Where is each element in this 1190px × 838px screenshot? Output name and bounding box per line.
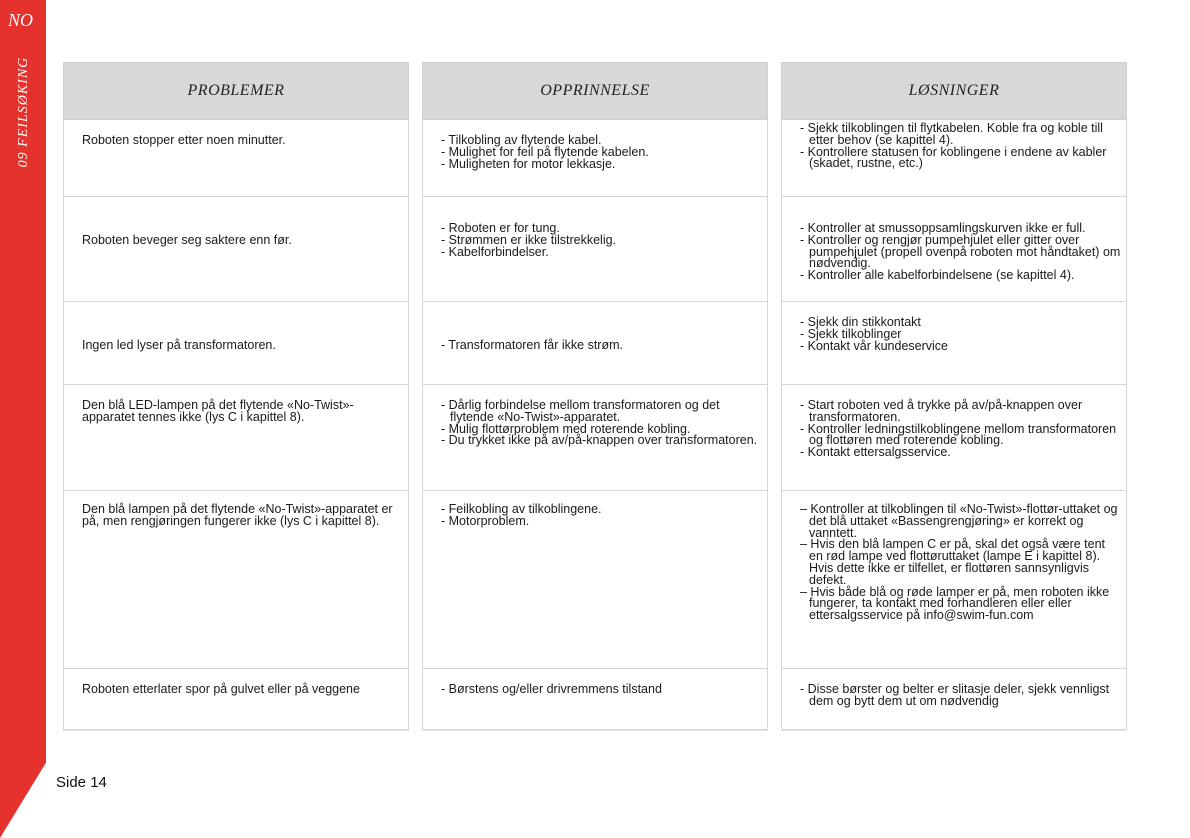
solution-cell [781, 120, 1127, 197]
list-item: - Sjekk din stikkontakt [800, 315, 921, 329]
list-item: - Disse børster og belter er slitasje deler, sjekk vennligst dem og bytt dem ut om nødvendig [800, 682, 1110, 708]
list-item: - Motorproblem. [441, 513, 530, 528]
list-item: - Tilkobling av flytende kabel. [441, 133, 602, 147]
problem-cell: Roboten stopper etter noen minutter. [63, 120, 409, 197]
list-item: - Start roboten ved å trykke på av/på-knappen over transformatoren. [800, 398, 1083, 424]
list-item: - Kontroller og rengjør pumpehjulet eller gitter over pumpehjulet (propell ovenpå roboten mot håndtaket) om nødvendig. [800, 232, 1121, 271]
list-item: - Kontroller alle kabelforbindelsene (se kapittel 4). [800, 268, 1075, 283]
origin-column [422, 62, 768, 730]
problems-header: PROBLEMER [63, 62, 409, 120]
list-item: - Transformatoren får ikke strøm. [441, 338, 623, 352]
list-item: - Børstens og/eller drivremmens tilstand [441, 682, 662, 696]
problem-cell: Den blå LED-lampen på det flytende «No-Twist»-apparatet tennes ikke (lys C i kapittel 8). [63, 385, 409, 491]
solutions-header: LØSNINGER [781, 62, 1127, 120]
list-item: - Kontroller ledningstilkoblingene mellom transformatoren og flottøren med roterende kobling. [800, 421, 1117, 448]
list-item: – Hvis både blå og røde lamper er på, men roboten ikke fungerer, ta kontakt med forhandleren eller eller ettersalgsservice på info@swim-fun.com [800, 584, 1110, 623]
origin-cell [422, 669, 768, 730]
problem-cell: Roboten etterlater spor på gulvet eller på veggene [63, 669, 409, 730]
chapter-title: 09 FEILSØKING [16, 56, 31, 168]
language-code: NO [8, 10, 34, 30]
list-item: Hvis dette ikke er tilfellet, er flottøren sannsynligvis defekt. [809, 560, 1089, 587]
problem-cell: Roboten beveger seg saktere enn før. [63, 197, 409, 302]
list-item: - Sjekk tilkoblingen til flytkabelen. Koble fra og koble till etter behov (se kapittel 4). [800, 121, 1103, 147]
page-number: Side 14 [56, 774, 107, 791]
solution-cell [781, 385, 1127, 491]
solution-cell [781, 197, 1127, 302]
list-item: – Kontroller at tilkoblingen til «No-Twist»-flottør-uttaket og det blå uttaket «Bassengrengjøring» er korrekt og vanntett. [800, 502, 1118, 540]
list-item: – Hvis den blå lampen C er på, skal det også være tent en rød lampe ved flottøruttaket (lampe E i kapittel 8). [800, 537, 1106, 564]
origin-cell [422, 120, 768, 197]
solution-cell [781, 302, 1127, 385]
list-item: - Kabelforbindelser. [441, 244, 549, 259]
problems-column [63, 62, 409, 730]
list-item: - Kontroller at smussoppsamlingskurven ikke er full. [800, 221, 1086, 235]
origin-cell [422, 197, 768, 302]
list-item: - Feilkobling av tilkoblingene. [441, 502, 602, 516]
problem-cell: Ingen led lyser på transformatoren. [63, 302, 409, 385]
origin-header: OPPRINNELSE [422, 62, 768, 120]
list-item: - Muligheten for motor lekkasje. [441, 156, 616, 171]
list-item: - Kontakt vår kundeservice [800, 338, 948, 353]
origin-cell [422, 302, 768, 385]
list-item: - Du trykket ikke på av/på-knappen over transformatoren. [441, 433, 758, 448]
solutions-column [781, 62, 1127, 730]
solution-cell [781, 669, 1127, 730]
origin-cell [422, 385, 768, 491]
problem-cell: Den blå lampen på det flytende «No-Twist»-apparatet er på, men rengjøringen fungerer ikke (lys C i kapittel 8). [63, 491, 409, 669]
list-item: - Roboten er for tung. [441, 221, 560, 235]
list-item: - Mulighet for feil på flytende kabelen. [441, 144, 649, 159]
list-item: - Dårlig forbindelse mellom transformatoren og det flytende «No-Twist»-apparatet. [441, 398, 720, 424]
list-item: - Strømmen er ikke tilstrekkelig. [441, 232, 617, 247]
solution-cell [781, 491, 1127, 669]
origin-cell [422, 491, 768, 669]
list-item: - Kontakt ettersalgsservice. [800, 445, 951, 460]
list-item: - Kontrollere statusen for koblingene i endene av kabler (skadet, rustne, etc.) [800, 144, 1107, 171]
list-item: - Mulig flottørproblem med roterende kobling. [441, 421, 691, 436]
list-item: - Sjekk tilkoblinger [800, 326, 902, 341]
